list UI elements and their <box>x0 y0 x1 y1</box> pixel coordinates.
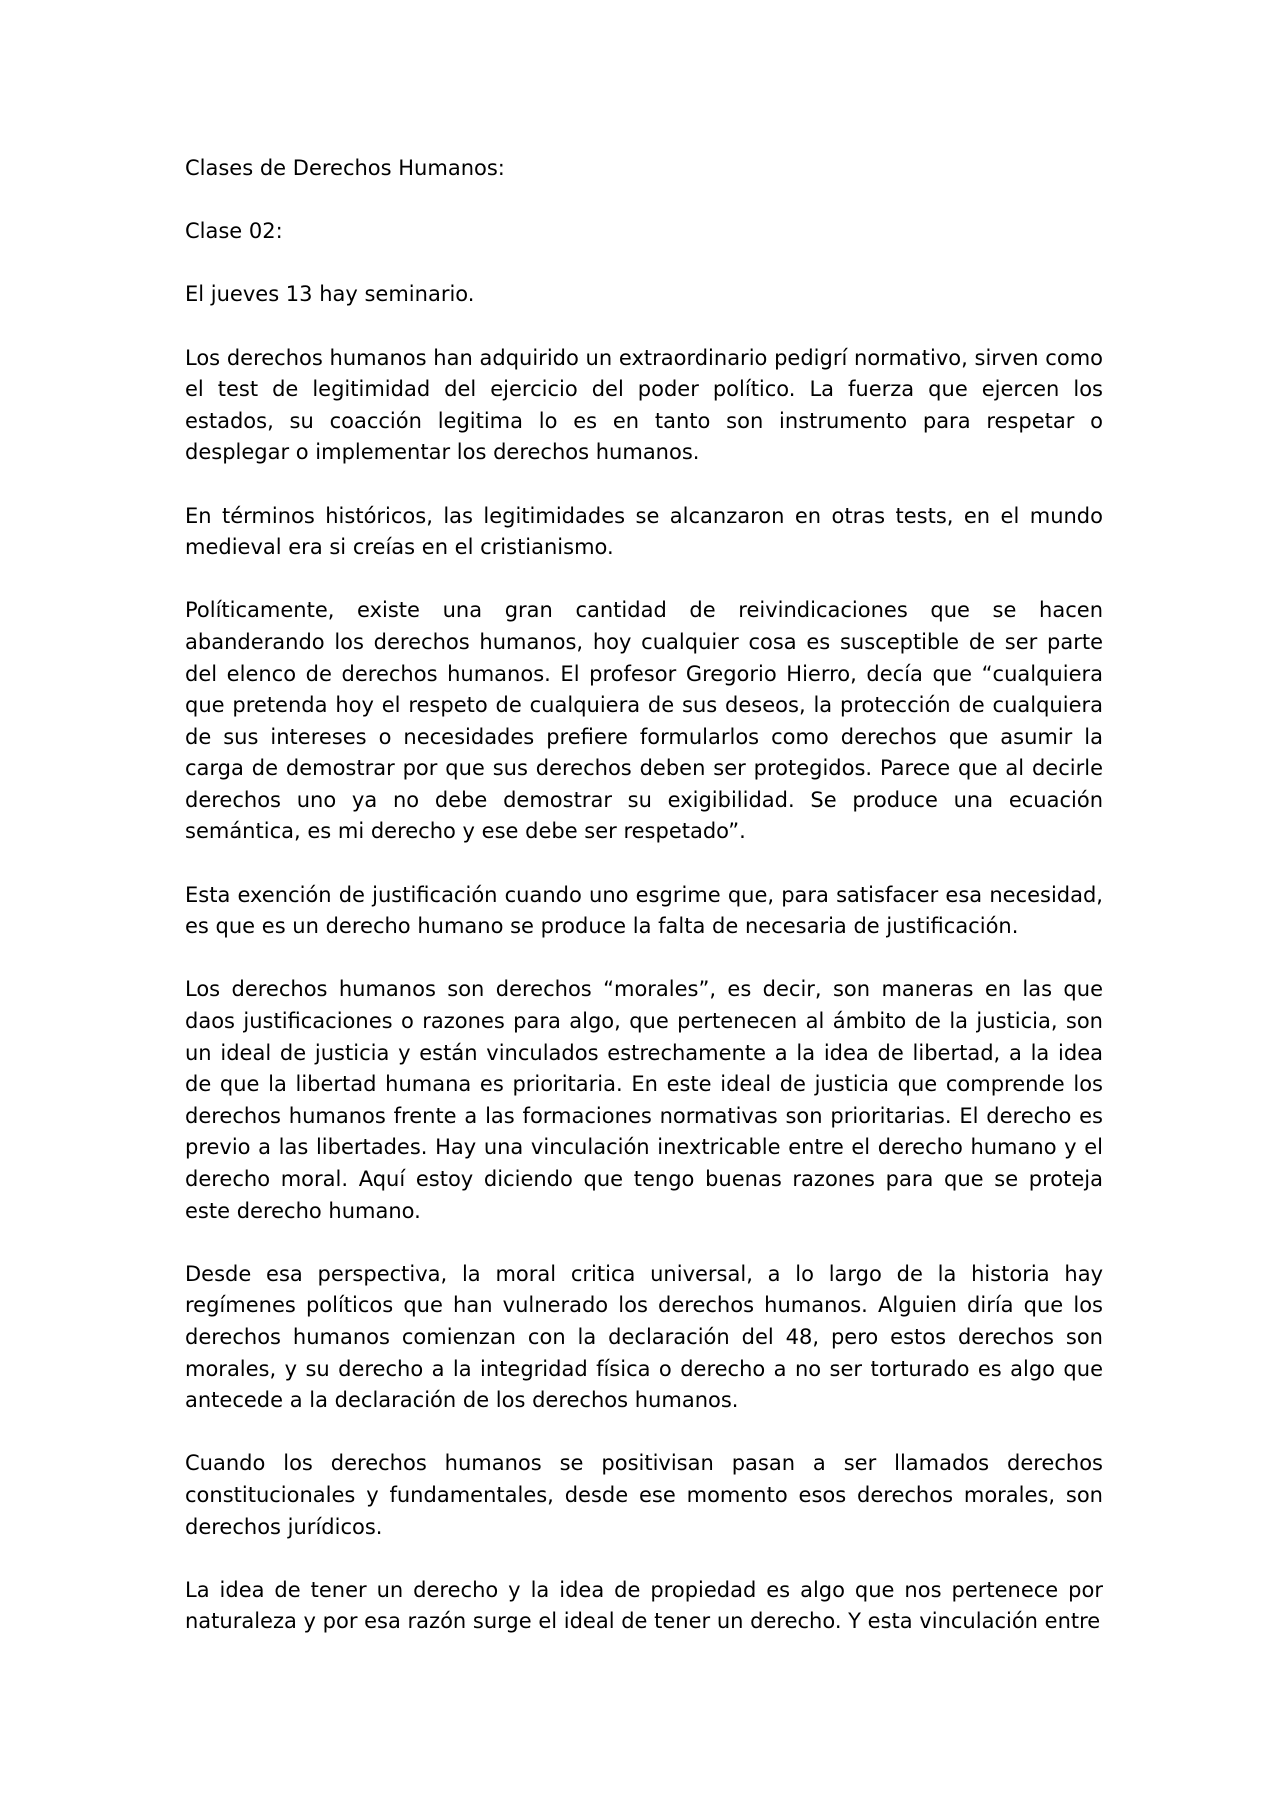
paragraph: En términos históricos, las legitimidades se alcanzaron en otras tests, en el mundo medieval era si creías en el cristianismo. <box>185 503 1103 560</box>
paragraph: Cuando los derechos humanos se positivisan pasan a ser llamados derechos constitucionales y fundamentales, desde ese momento esos derechos morales, son derechos jurídicos. <box>185 1451 1103 1539</box>
paragraph: Los derechos humanos han adquirido un extraordinario pedigrí normativo, sirven como el test de legitimidad del ejercicio del poder político. La fuerza que ejercen los estados, su coacción legitima lo es en tanto son instrumento para respetar o desplegar o implementar los derechos humanos. <box>185 345 1103 465</box>
seminar-note: El jueves 13 hay seminario. <box>185 282 475 307</box>
document-title: Clases de Derechos Humanos: <box>185 156 505 180</box>
paragraph: Desde esa perspectiva, la moral critica universal, a lo largo de la historia hay regímenes políticos que han vulnerado los derechos humanos. Alguien diría que los derechos humanos comienzan con la declaración del 48, pero estos derechos son morales, y su derecho a la integridad física o derecho a no ser torturado es algo que antecede a la declaración de los derechos humanos. <box>185 1261 1103 1413</box>
document-body <box>185 153 1103 1670</box>
paragraph: Políticamente, existe una gran cantidad de reivindicaciones que se hacen abanderando los derechos humanos, hoy cualquier cosa es susceptible de ser parte del elenco de derechos humanos. El profesor Gregorio Hierro, decía que “cualquiera que pretenda hoy el respeto de cualquiera de sus deseos, la protección de cualquiera de sus intereses o necesidades prefiere formularlos como derechos que asumir la carga de demostrar por que sus derechos deben ser protegidos. Parece que al decirle derechos uno ya no debe demostrar su exigibilidad. Se produce una ecuación semántica, es mi derecho y ese debe ser respetado”. <box>185 598 1103 844</box>
paragraph-continued: La idea de tener un derecho y la idea de propiedad es algo que nos pertenece por naturaleza y por esa razón surge el ideal de tener un derecho. Y esta vinculación entre <box>185 1577 1103 1634</box>
paragraph: Los derechos humanos son derechos “morales”, es decir, son maneras en las que daos justificaciones o razones para algo, que pertenecen al ámbito de la justicia, son un ideal de justicia y están vinculados estrechamente a la idea de libertad, a la idea de que la libertad humana es prioritaria. En este ideal de justicia que comprende los derechos humanos frente a las formaciones normativas son prioritarias. El derecho es previo a las libertades. Hay una vinculación inextricable entre el derecho humano y el derecho moral. Aquí estoy diciendo que tengo buenas razones para que se proteja este derecho humano. <box>185 977 1103 1223</box>
class-heading: Clase 02: <box>185 219 283 244</box>
paragraph: Esta exención de justificación cuando uno esgrime que, para satisfacer esa necesidad, es que es un derecho humano se produce la falta de necesaria de justificación. <box>185 882 1103 939</box>
